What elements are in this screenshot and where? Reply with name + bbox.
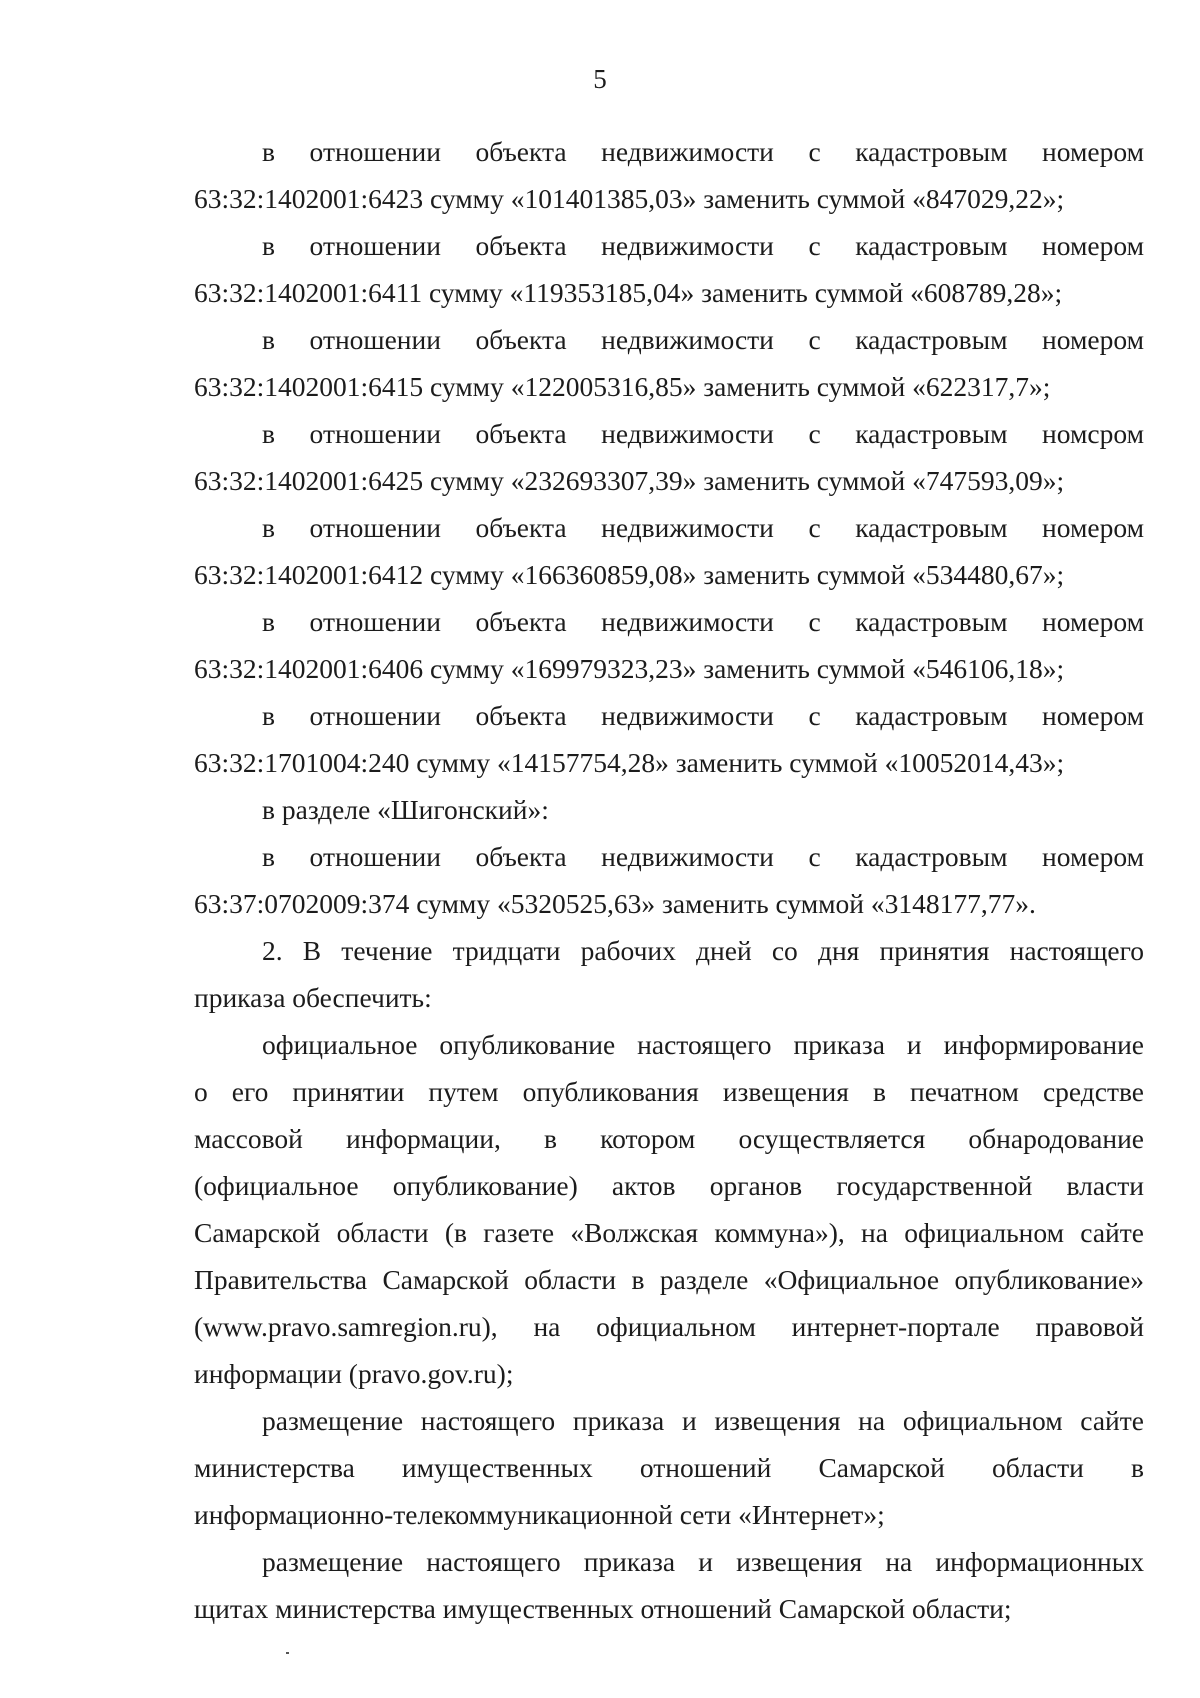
item-line-2: 63:32:1402001:6411 сумму «119353185,04» заменить суммой «608789,28»; xyxy=(194,277,1063,308)
paragraph-line: (официальное опубликование) актов органов государственной власти xyxy=(194,1170,1144,1201)
paragraph-line: размещение настоящего приказа и извещения на информационных xyxy=(262,1546,1144,1577)
item-line-1: в отношении объекта недвижимости с кадастровым номером xyxy=(262,136,1144,167)
item-line-2: 63:32:1402001:6412 сумму «166360859,08» заменить суммой «534480,67»; xyxy=(194,559,1065,590)
replacement-item xyxy=(194,504,1144,598)
item-line-1: в отношении объекта недвижимости с кадастровым номером xyxy=(262,700,1144,731)
point-2-line-1: 2. В течение тридцати рабочих дней со дня принятия настоящего xyxy=(262,935,1144,966)
paragraph-line: министерства имущественных отношений Самарской области в xyxy=(194,1452,1144,1483)
placement-boards-paragraph xyxy=(194,1538,1144,1632)
item-line-1: в отношении объекта недвижимости с кадастровым номером xyxy=(262,841,1144,872)
point-2-line-2: приказа обеспечить: xyxy=(194,982,432,1013)
item-line-2: 63:32:1402001:6415 сумму «122005316,85» заменить суммой «622317,7»; xyxy=(194,371,1051,402)
paragraph-line: массовой информации, в котором осуществляется обнародование xyxy=(194,1123,1144,1154)
item-line-2: 63:37:0702009:374 сумму «5320525,63» заменить суммой «3148177,77». xyxy=(194,888,1036,919)
paragraph-line: Самарской области (в газете «Волжская коммуна»), на официальном сайте xyxy=(194,1217,1144,1248)
item-line-2: 63:32:1402001:6406 сумму «169979323,23» заменить суммой «546106,18»; xyxy=(194,653,1065,684)
item-line-1: в отношении объекта недвижимости с кадастровым номером xyxy=(262,230,1144,261)
document-body xyxy=(194,128,1144,1632)
paragraph-line: информационно-телекоммуникационной сети «Интернет»; xyxy=(194,1499,885,1530)
replacement-item xyxy=(194,128,1144,222)
paragraph-line: информации (pravo.gov.ru); xyxy=(194,1358,514,1389)
page-number: 5 xyxy=(593,64,607,94)
section-heading xyxy=(194,786,1144,833)
replacement-item xyxy=(194,833,1144,927)
section-heading-text: в разделе «Шигонский»: xyxy=(262,794,549,825)
replacement-item xyxy=(194,222,1144,316)
item-line-2: 63:32:1701004:240 сумму «14157754,28» заменить суммой «10052014,43»; xyxy=(194,747,1065,778)
scan-speck xyxy=(286,1652,289,1654)
item-line-1: в отношении объекта недвижимости с кадастровым номером xyxy=(262,512,1144,543)
item-line-2: 63:32:1402001:6423 сумму «101401385,03» заменить суммой «847029,22»; xyxy=(194,183,1065,214)
paragraph-line: размещение настоящего приказа и извещения на официальном сайте xyxy=(262,1405,1144,1436)
item-line-1: в отношении объекта недвижимости с кадастровым номером xyxy=(262,324,1144,355)
replacement-item xyxy=(194,598,1144,692)
publication-paragraph xyxy=(194,1021,1144,1397)
point-2 xyxy=(194,927,1144,1021)
paragraph-line: Правительства Самарской области в разделе «Официальное опубликование» xyxy=(194,1264,1144,1295)
replacement-item xyxy=(194,692,1144,786)
paragraph-line: о его принятии путем опубликования извещения в печатном средстве xyxy=(194,1076,1144,1107)
item-line-1: в отношении объекта недвижимости с кадастровым номсром xyxy=(262,418,1144,449)
paragraph-line: щитах министерства имущественных отношений Самарской области; xyxy=(194,1593,1012,1624)
placement-site-paragraph xyxy=(194,1397,1144,1538)
item-line-1: в отношении объекта недвижимости с кадастровым номером xyxy=(262,606,1144,637)
replacement-item xyxy=(194,410,1144,504)
item-line-2: 63:32:1402001:6425 сумму «232693307,39» заменить суммой «747593,09»; xyxy=(194,465,1065,496)
replacement-item xyxy=(194,316,1144,410)
paragraph-line: официальное опубликование настоящего приказа и информирование xyxy=(262,1029,1144,1060)
paragraph-line: (www.pravo.samregion.ru), на официальном интернет-портале правовой xyxy=(194,1311,1144,1342)
